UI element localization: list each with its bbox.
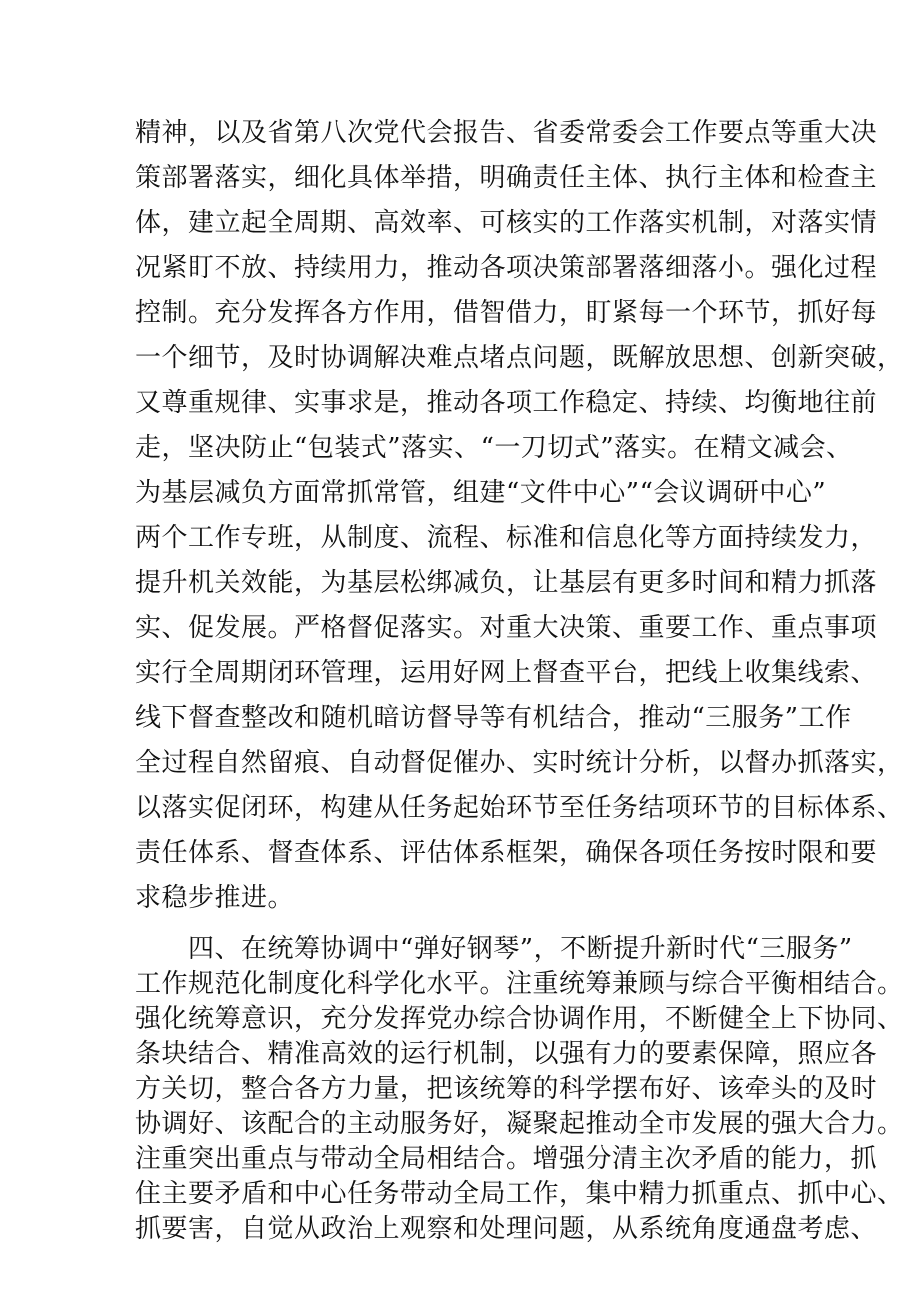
paragraph-line: 控制。充分发挥各方作用，借智借力，盯紧每一个环节，抓好每 <box>135 298 878 328</box>
paragraph-line: 策部署落实，细化具体举措，明确责任主体、执行主体和检查主 <box>135 163 878 193</box>
paragraph-line: 全过程自然留痕、自动督促催办、实时统计分析，以督办抓落实， <box>135 748 904 778</box>
paragraph-line: 实行全周期闭环管理，运用好网上督查平台，把线上收集线索、 <box>135 658 878 688</box>
paragraph-line: 条块结合、精准高效的运行机制，以强有力的要素保障，照应各 <box>135 1039 878 1069</box>
paragraph-line: 又尊重规律、实事求是，推动各项工作稳定、持续、均衡地往前 <box>135 388 878 418</box>
paragraph-line: 一个细节，及时协调解决难点堵点问题，既解放思想、创新突破， <box>135 343 904 373</box>
paragraph-line: 方关切，整合各方力量，把该统筹的科学摆布好、该牵头的及时 <box>135 1074 878 1104</box>
paragraph-line: 住主要矛盾和中心任务带动全局工作，集中精力抓重点、抓中心、 <box>135 1179 904 1209</box>
paragraph-line: 精神，以及省第八次党代会报告、省委常委会工作要点等重大决 <box>135 118 878 148</box>
paragraph-line: 以落实促闭环，构建从任务起始环节至任务结项环节的目标体系、 <box>135 793 904 823</box>
paragraph-line: 线下督查整改和随机暗访督导等有机结合，推动“三服务”工作 <box>135 703 852 733</box>
paragraph-line: 两个工作专班，从制度、流程、标准和信息化等方面持续发力， <box>135 523 878 553</box>
paragraph-line: 况紧盯不放、持续用力，推动各项决策部署落细落小。强化过程 <box>135 253 878 283</box>
paragraph-line: 强化统筹意识，充分发挥党办综合协调作用，不断健全上下协同、 <box>135 1004 904 1034</box>
paragraph-line: 实、促发展。严格督促落实。对重大决策、重要工作、重点事项 <box>135 613 878 643</box>
paragraph-line: 责任体系、督查体系、评估体系框架，确保各项任务按时限和要 <box>135 838 878 868</box>
paragraph-line: 注重突出重点与带动全局相结合。增强分清主次矛盾的能力，抓 <box>135 1144 878 1174</box>
paragraph-line: 为基层减负方面常抓常管，组建“文件中心”“会议调研中心” <box>135 478 827 508</box>
paragraph-line: 体，建立起全周期、高效率、可核实的工作落实机制，对落实情 <box>135 208 878 238</box>
paragraph-line: 工作规范化制度化科学化水平。注重统筹兼顾与综合平衡相结合。 <box>135 969 904 999</box>
paragraph-line: 抓要害，自觉从政治上观察和处理问题，从系统角度通盘考虑、 <box>135 1214 878 1244</box>
paragraph-line: 求稳步推进。 <box>135 883 295 913</box>
paragraph-line: 走，坚决防止“包装式”落实、“一刀切式”落实。在精文减会、 <box>135 433 853 463</box>
paragraph-line: 提升机关效能，为基层松绑减负，让基层有更多时间和精力抓落 <box>135 568 878 598</box>
paragraph-line: 协调好、该配合的主动服务好，凝聚起推动全市发展的强大合力。 <box>135 1109 904 1139</box>
paragraph-line: 四、在统筹协调中“弹好钢琴”，不断提升新时代“三服务” <box>135 934 853 964</box>
